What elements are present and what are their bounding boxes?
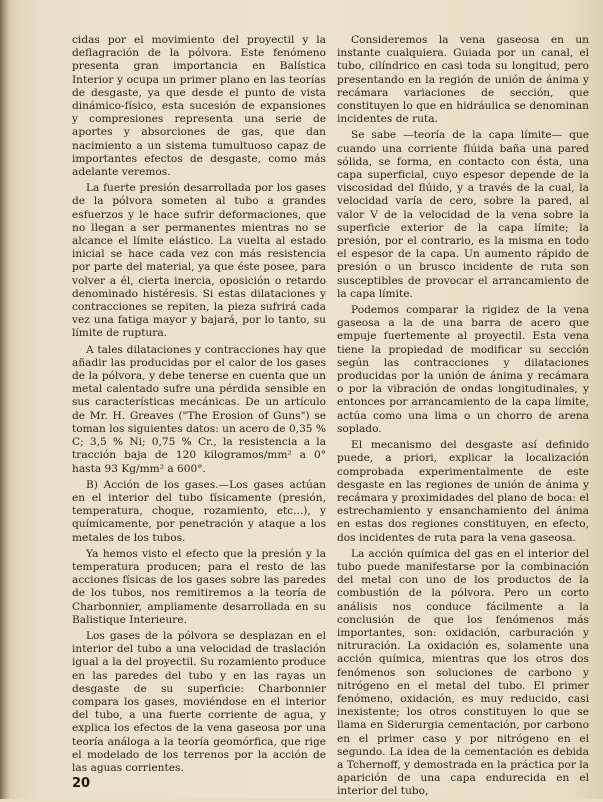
paragraph: Ya hemos visto el efecto que la presión y la temperatura producen; para el resto de las acciones físicas de los gases sobre las paredes de los tubos, nos remitiremos a la teoría de Charbonnier, ampliamente desarrollada en su Balistique Interieure. [72, 547, 326, 626]
paragraph: Podemos comparar la rigidez de la vena gaseosa a la de una barra de acero que empuje fuertemente al proyectil. Esta vena tiene la propiedad de modificar su sección según las contracciones y dilataciones producidas por la unión de ánima y recámara o por la vibración de ondas longitudinales, y entonces por arrancamiento de la capa límite, actúa como una lima o un chorro de arena soplado. [337, 304, 589, 435]
right-text-column [337, 34, 589, 802]
paragraph: La acción química del gas en el interior del tubo puede manifestarse por la combinación del metal con uno de los productos de la combustión de la pólvora. Pero un corto análisis nos conduce fácilmente a la conclusión de que los fenómenos más importantes, son: oxidación, carburación y nitruración. La oxidación es, solamente una acción química, mientras que los otros dos fenómenos son soluciones de carbono y nitrógeno en el metal del tubo. El primer fenómeno, oxidación, es muy reducido, casi inexistente; los otros constituyen lo que se llama en Siderurgia cementación, por carbono en el primer caso y por nitrógeno en el segundo. La idea de la cementación es debida a Tchernoff, y demostrada en la práctica por la aparición de una capa endurecida en el interior del tubo, [337, 547, 589, 798]
paragraph: Los gases de la pólvora se desplazan en el interior del tubo a una velocidad de traslación igual a la del proyectil. Su rozamiento produce en las paredes del tubo y en las rayas un desgaste de su superficie: Charbonnier compara los gases, moviéndose en el interior del tubo, a una fuerte corriente de agua, y explica los efectos de la vena gaseosa por una teoría análoga a la teoría geomórfica, que rige el modelado de los terrenos por la acción de las aguas corrientes. [72, 629, 326, 774]
paragraph: Se sabe —teoría de la capa límite— que cuando una corriente flúida baña una pared sólida, se forma, en contacto con ésta, una capa superficial, cuyo espesor depende de la viscosidad del flúido, y a través de la cual, la velocidad varía de cero, sobre la pared, al valor V de la velocidad de la vena sobre la superficie exterior de la capa límite; la presión, por el contrario, es la misma en todo el espesor de la capa. Un aumento rápido de presión o un brusco incidente de ruta son susceptibles de provocar el arrancamiento de la capa límite. [337, 129, 589, 300]
paragraph: La fuerte presión desarrollada por los gases de la pólvora someten al tubo a grandes esfuerzos y le hace sufrir deformaciones, que no llegan a ser permanentes mientras no se alcance el límite elástico. La vuelta al estado inicial se hace cada vez con más resistencia por parte del material, ya que éste posee, para volver a él, cierta inercia, oposición o retardo denominado histéresis. Si estas dilataciones y contracciones se repiten, la pieza sufrirá cada vez una fatiga mayor y bajará, por lo tanto, su límite de ruptura. [72, 182, 326, 340]
paragraph: Consideremos la vena gaseosa en un instante cualquiera. Guiada por un canal, el tubo, cilíndrico en casi toda su longitud, pero presentando en la región de unión de ánima y recámara variaciones de sección, que constituyen lo que en hidráulica se denominan incidentes de ruta. [337, 34, 589, 126]
paragraph: El mecanismo del desgaste así definido puede, a priori, explicar la localización comprobada experimentalmente de este desgaste en las regiones de unión de ánima y recámara y proximidades del plano de boca: el estrechamiento y ensanchamiento del ánima en estas dos regiones constituyen, en efecto, dos incidentes de ruta para la vena gaseosa. [337, 439, 589, 544]
paragraph: B) Acción de los gases.—Los gases actúan en el interior del tubo físicamente (presión, temperatura, choque, rozamiento, etc...), y químicamente, por penetración y ataque a los metales de los tubos. [72, 478, 326, 544]
page-number: 20 [72, 776, 91, 791]
paragraph: cidas por el movimiento del proyectil y la deflagración de la pólvora. Este fenómeno presenta gran importancia en Balística Interior y ocupa un primer plano en las teorías de desgaste, ya que desde el punto de vista dinámico-físico, esta sucesión de expansiones y compresiones representa una serie de aportes y absorciones de gas, que dan nacimiento a un sistema tumultuoso capaz de importantes efectos de desgaste, como más adelante veremos. [72, 34, 326, 179]
paragraph: A tales dilataciones y contracciones hay que añadir las producidas por el calor de los gases de la pólvora, y debe tenerse en cuenta que un metal calentado sufre una pérdida sensible en sus características mecánicas. De un artículo de Mr. H. Greaves ("The Erosion of Guns") se toman los siguientes datos: un acero de 0,35 % C; 3,5 % Ni; 0,75 % Cr., la resistencia a la tracción baja de 120 kilogramos/mm² a 0° hasta 93 Kg/mm² a 600°. [72, 343, 326, 475]
book-spine-shadow [0, 0, 10, 799]
left-text-column [72, 34, 326, 778]
